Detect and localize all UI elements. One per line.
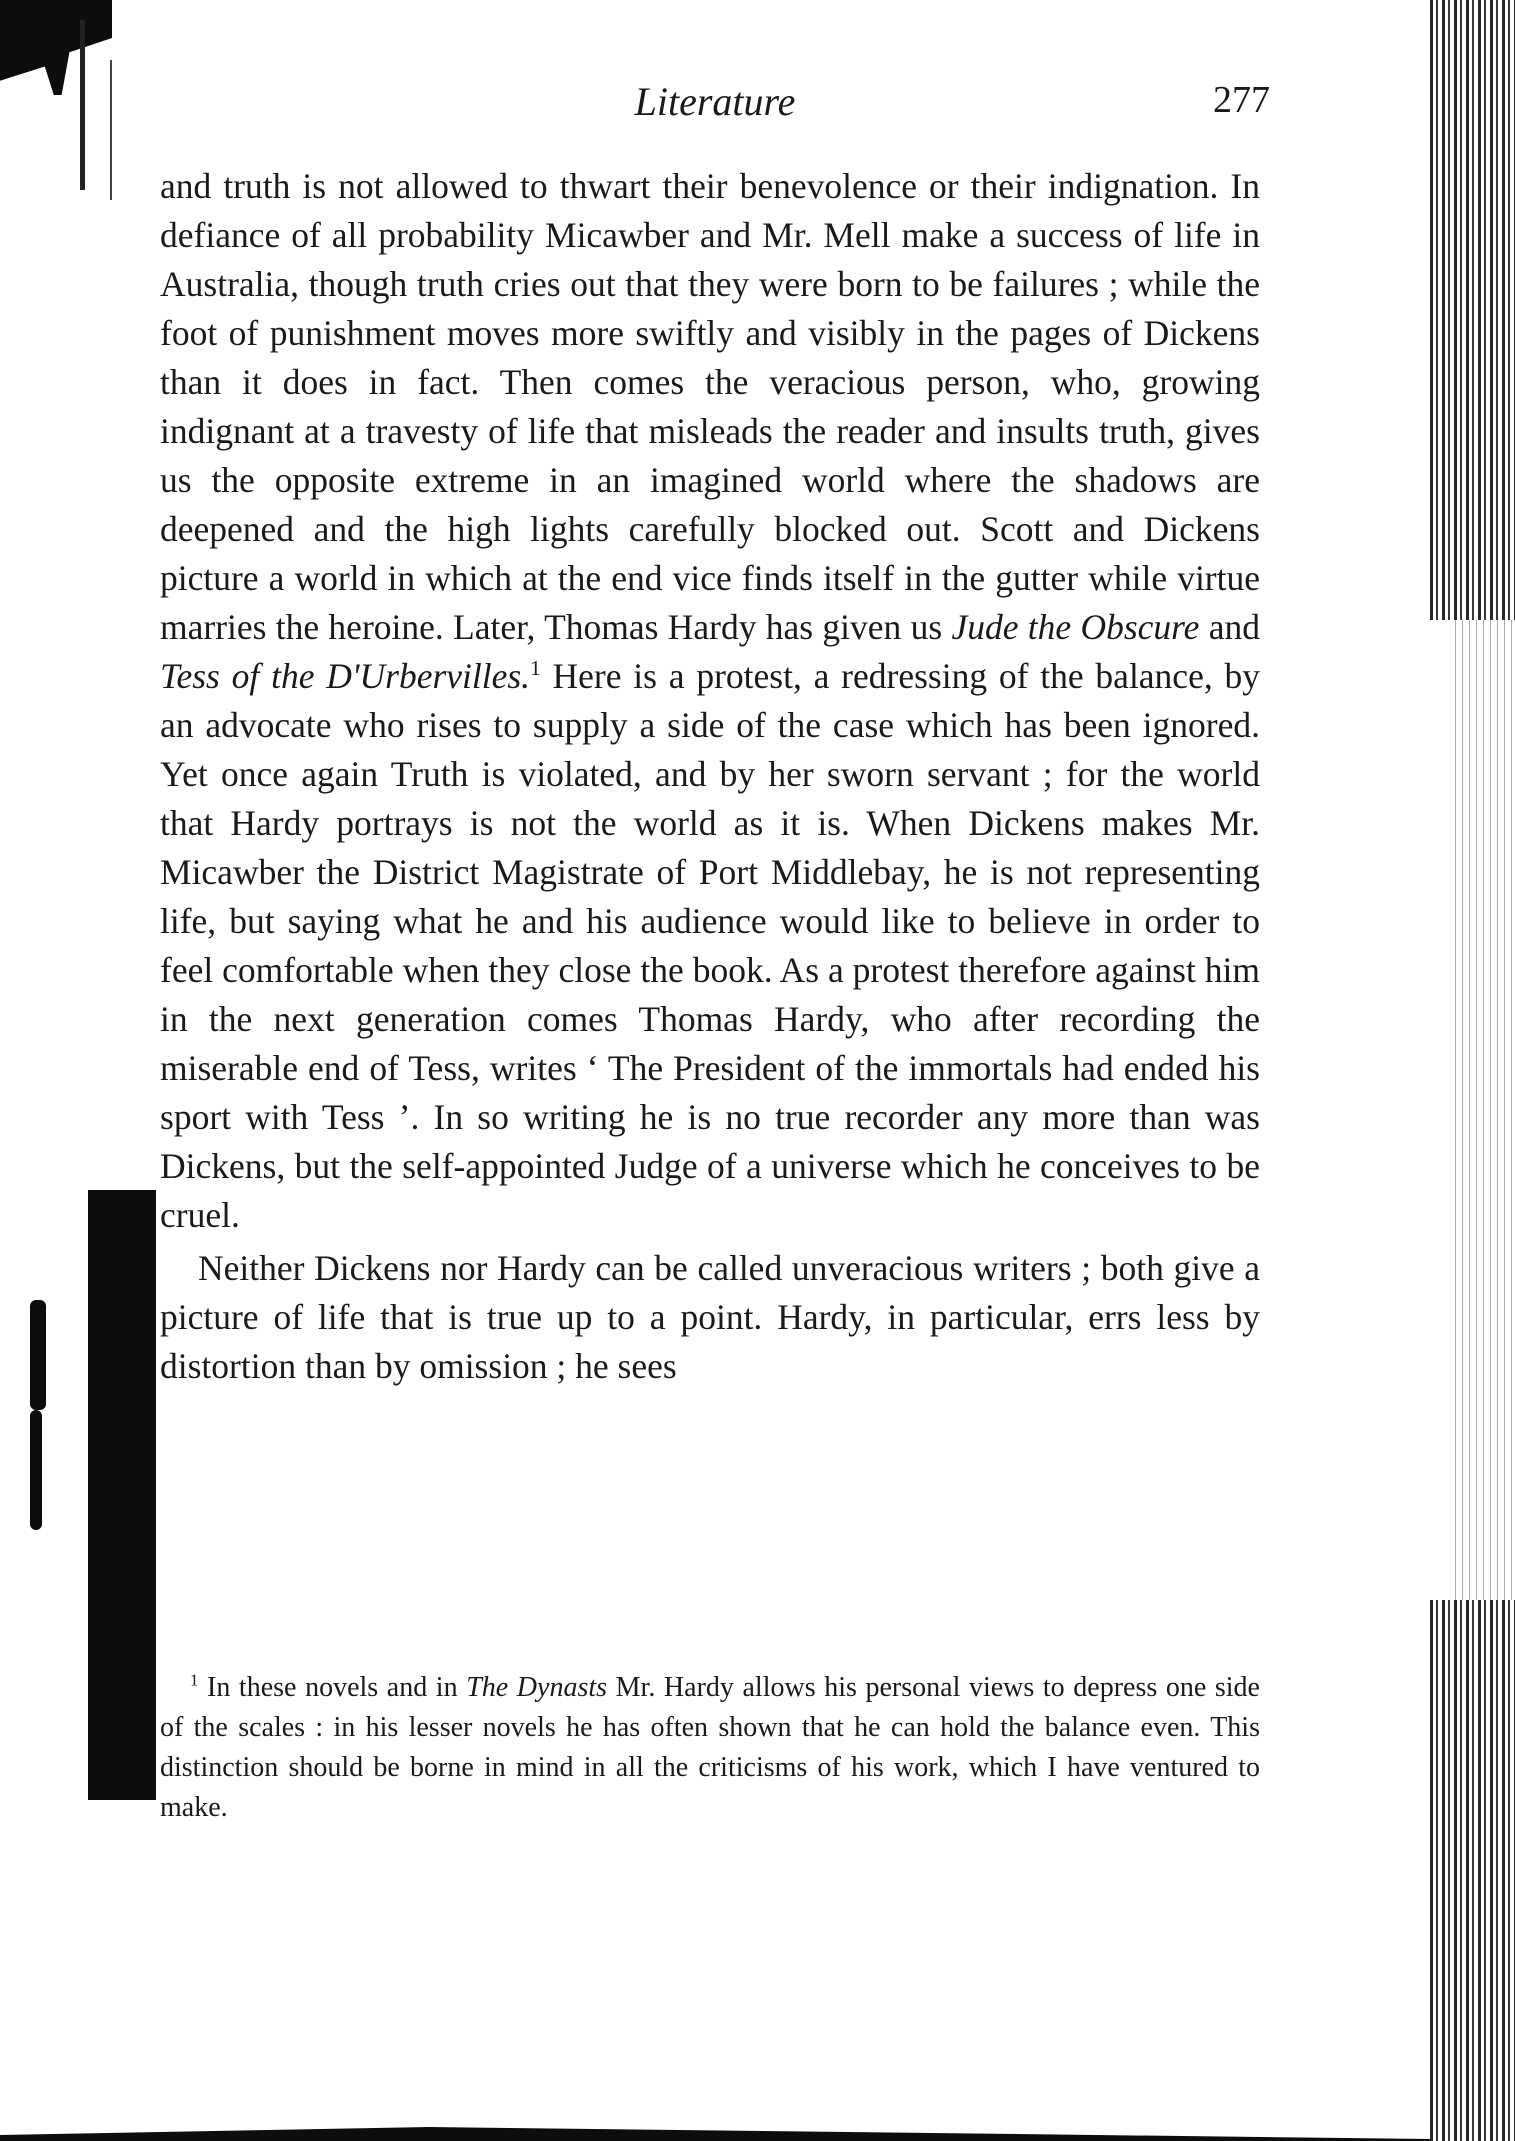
page-number: 277 — [1213, 79, 1270, 121]
book-title-jude: Jude the Obscure — [951, 607, 1200, 647]
scan-binding-mark — [30, 1300, 46, 1410]
scan-corner-stroke — [80, 20, 85, 190]
conjunction: and — [1199, 607, 1260, 647]
scan-corner-blot — [0, 0, 112, 95]
paragraph-2: Neither Dickens nor Hardy can be called unveracious writers ; both give a picture of life that is true up to a point. Hardy, in particular, errs less by distortion than by omission ; he sees — [160, 1248, 1260, 1386]
footnote — [160, 1668, 1260, 1828]
footnote-text-a: In these novels and in — [198, 1672, 467, 1703]
paragraph-1-text-a: and truth is not allowed to thwart their benevolence or their indignation. In defiance of all probability Micawber and Mr. Mell make a success of life in Australia, though truth cries out that they were born to be failures ; while the foot of punishment moves more swiftly and visibly in the pages of Dickens than it does in fact. Then comes the veracious person, who, growing indignant at a travesty of life that misleads the reader and insults truth, gives us the opposite extreme in an imagined world where the shadows are deepened and the high lights carefully blocked out. Scott and Dickens picture a world in which at the end vice finds itself in the gutter while virtue marries the heroine. Later, Thomas Hardy has given us — [160, 166, 1260, 647]
book-title-dynasts: The Dynasts — [466, 1672, 608, 1703]
book-title-tess: Tess of the D'Urbervilles. — [160, 656, 531, 696]
footnote-reference: 1 — [530, 656, 541, 681]
paragraph-1 — [160, 162, 1260, 1240]
scan-bottom-edge — [0, 2121, 1430, 2141]
scan-corner-stroke-thin — [110, 60, 112, 200]
footnote-marker: 1 — [190, 1670, 199, 1690]
scan-binding-mark-lower — [30, 1410, 42, 1530]
footnote-text-b: Mr. Hardy allows his personal views to depress one side of the scales : in his lesser novels he has often shown that he can hold the balance even. This distinction should be borne in mind in all the criticisms of his work, which I have ventured to make. — [160, 1672, 1260, 1823]
scan-binding-shadow — [88, 1190, 156, 1800]
body-text — [160, 162, 1260, 1391]
running-header — [160, 78, 1270, 138]
footnote-text — [160, 1668, 1260, 1828]
running-title: Literature — [634, 79, 796, 124]
paragraph-1-text-b: Here is a protest, a redressing of the balance, by an advocate who rises to supply a side of the case which has been ignored. Yet once again Truth is violated, and by her sworn servant ; for the world that Hardy portrays is not the world as it is. When Dickens makes Mr. Micawber the District Magistrate of Port Middlebay, he is not representing life, but saying what he and his audience would like to believe in order to feel comfortable when they close the book. As a protest therefore against him in the next generation comes Thomas Hardy, who after recording the miserable end of Tess, writes ‘ The President of the immortals had ended his sport with Tess ’. In so writing he is no true recorder any more than was Dickens, but the self-appointed Judge of a universe which he conceives to be cruel. — [160, 656, 1260, 1235]
scan-edge-stripes-light — [1455, 620, 1515, 1600]
